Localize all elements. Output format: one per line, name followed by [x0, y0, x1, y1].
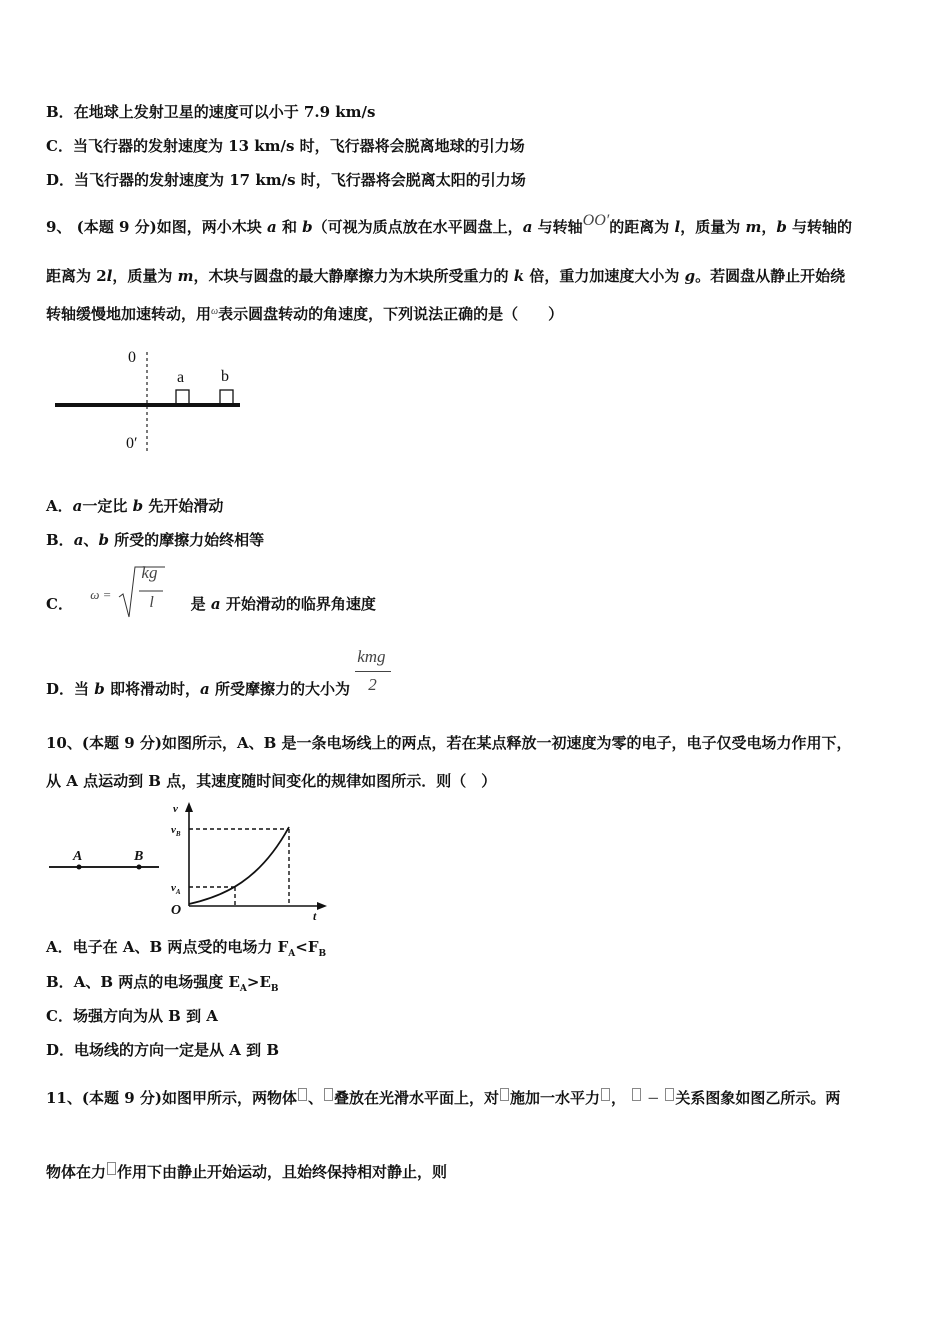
q10-option-c: C．场强方向为从 B 到 A [46, 1007, 218, 1025]
missing-symbol-box [500, 1088, 509, 1101]
q9-option-b: B．a、b 所受的摩擦力始终相等 [46, 531, 265, 549]
q8-option-c: C．当飞行器的发射速度为 13 km/s 时，飞行器将会脱离地球的引力场 [46, 137, 525, 155]
label-top-o: 0 [128, 349, 136, 366]
q8-option-d: D．当飞行器的发射速度为 17 km/s 时，飞行器将会脱离太阳的引力场 [46, 171, 526, 189]
label-bottom-o: 0′ [126, 435, 138, 452]
q10-option-b: B．A、B 两点的电场强度 $E_A>E_B$ [46, 973, 279, 994]
fraction-kmg-2: kmg 2 [355, 674, 395, 694]
label-vb: $v_B$ [171, 824, 181, 838]
q9-option-c: C． ω = kg l 是 a 开始滑动的临界角速度 [46, 589, 376, 615]
label-va: $v_A$ [171, 882, 181, 896]
q9-stem-line1: 9、 (本题 9 分)如图，两小木块 a 和 b（可视为质点放在水平圆盘上，a 与转轴OO′的距离为 l，质量为 m，b 与转轴的 [46, 212, 853, 236]
sqrt-formula: kg l [143, 589, 185, 609]
q9-option-a: A．a一定比 b 先开始滑动 [46, 497, 224, 515]
missing-symbol-box [107, 1162, 116, 1175]
label-origin: O [171, 903, 182, 918]
point-a [77, 865, 82, 870]
q9-option-d: D．当 b 即将滑动时，a 所受摩擦力的大小为 kmg 2 [46, 674, 395, 699]
q10-option-a: A．电子在 A、B 两点受的电场力 $F_A<F_B$ [46, 938, 327, 959]
q9-stem-line3: 转轴缓慢地加速转动，用$^\omega$表示圆盘转动的角速度，下列说法正确的是（ ） [46, 305, 564, 323]
q10-stem-line1: 10、(本题 9 分)如图所示，A、B 是一条电场线上的两点，若在某点释放一初速度为零的电子，电子仅受电场力作用下， [46, 734, 852, 752]
missing-symbol-box [324, 1088, 333, 1101]
q10-stem-line2: 从 A 点运动到 B 点，其速度随时间变化的规律如图所示．则（ ） [46, 772, 497, 790]
velocity-curve [189, 827, 289, 904]
label-t-axis: t [313, 909, 317, 922]
label-field-b: B [134, 849, 144, 864]
q10-figure-vt-graph [165, 800, 335, 922]
label-field-a: A [73, 849, 83, 864]
q8-option-b: B．在地球上发射卫星的速度可以小于 7.9 km/s [46, 103, 376, 121]
q10-figure-field-line [46, 840, 166, 880]
point-b [137, 865, 142, 870]
x-arrow [317, 902, 327, 910]
axis-symbol: OO′ [582, 212, 610, 229]
label-a: a [177, 369, 185, 386]
label-v-axis: v [173, 803, 178, 815]
block-b [220, 390, 233, 404]
q11-stem-line2: 物体在力 作用下由静止开始运动，且始终保持相对静止，则 [46, 1163, 448, 1181]
q9-figure-disk [50, 342, 250, 457]
block-a [176, 390, 189, 404]
q9-stem-line2: 距离为 2l，质量为 m，木块与圆盘的最大静摩擦力为木块所受重力的 k 倍，重力加速度大小为 g。若圆盘从静止开始绕 [46, 267, 846, 285]
missing-symbol-box [665, 1088, 674, 1101]
label-b: b [221, 368, 229, 385]
missing-symbol-box [298, 1088, 307, 1101]
q10-option-d: D．电场线的方向一定是从 A 到 B [46, 1041, 279, 1059]
missing-symbol-box [601, 1088, 610, 1101]
y-arrow [185, 802, 193, 812]
missing-symbol-box [632, 1088, 641, 1101]
q11-stem-line1: 11、(本题 9 分)如图甲所示，两物体 、 叠放在光滑水平面上，对 施加一水平力 ， − 关系图象如图乙所示。两 [46, 1089, 841, 1107]
